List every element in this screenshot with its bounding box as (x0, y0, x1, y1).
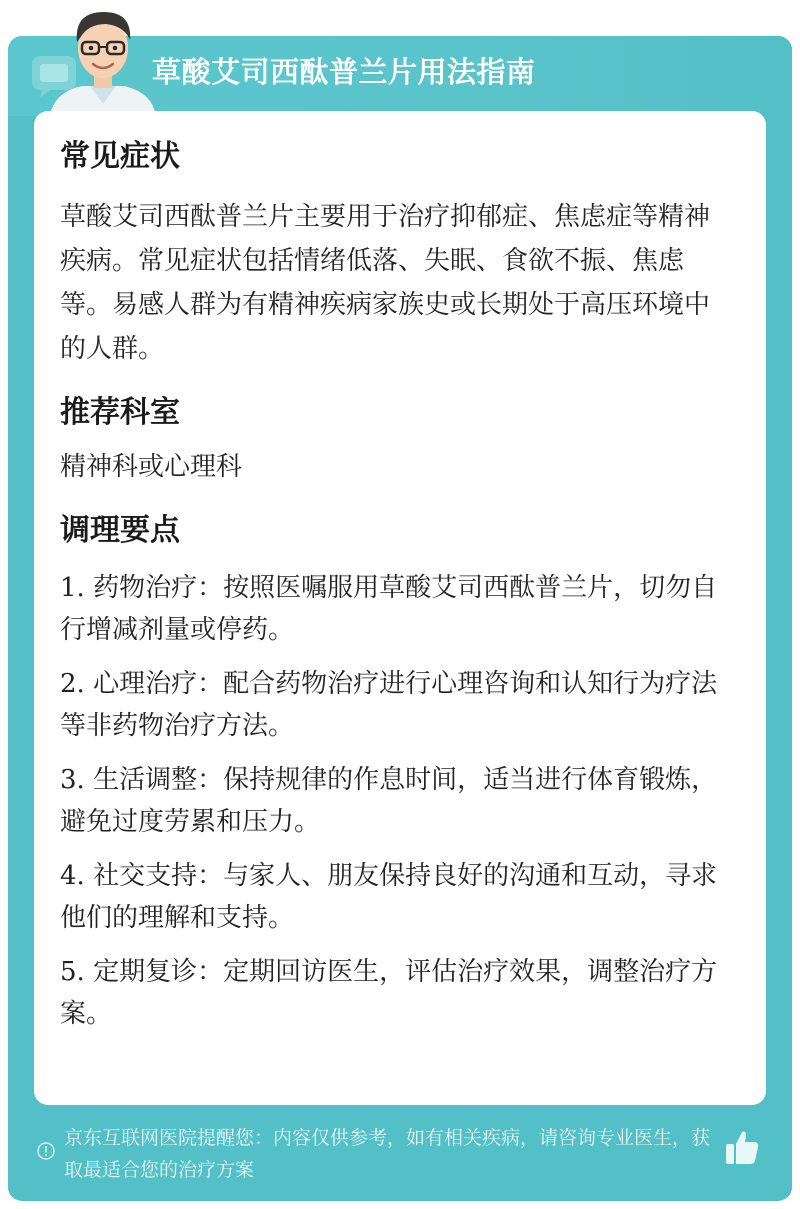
thumbs-up-icon[interactable] (724, 1128, 760, 1166)
care-list (60, 567, 726, 1035)
list-item (60, 951, 726, 1035)
list-item (60, 759, 726, 843)
list-item-text: 生活调整：保持规律的作息时间，适当进行体育锻炼，避免过度劳累和压力。 (60, 765, 718, 837)
list-item-number: 4. (60, 861, 85, 891)
list-item (60, 855, 726, 939)
list-item (60, 567, 726, 651)
list-item-number: 5. (60, 957, 85, 987)
list-item-number: 1. (60, 573, 85, 603)
list-item-text: 心理治疗：配合药物治疗进行心理咨询和认知行为疗法等非药物治疗方法。 (60, 669, 718, 741)
article-content (60, 133, 726, 1035)
page-title: 草酸艾司西酞普兰片用法指南 (152, 55, 536, 89)
section-title-symptoms: 常见症状 (60, 139, 180, 174)
list-item-text: 定期复诊：定期回访医生，评估治疗效果，调整治疗方案。 (60, 957, 718, 1029)
section-title-department: 推荐科室 (60, 395, 180, 430)
doctor-avatar-icon (44, 4, 162, 116)
section-title-care: 调理要点 (60, 513, 180, 548)
list-item-number: 3. (60, 765, 85, 795)
department-text: 精神科或心理科 (60, 452, 243, 482)
disclaimer-text: 京东互联网医院提醒您：内容仅供参考，如有相关疾病，请咨询专业医生，获取最适合您的治疗方案 (64, 1127, 711, 1181)
symptoms-text: 草酸艾司西酞普兰片主要用于治疗抑郁症、焦虑症等精神疾病。常见症状包括情绪低落、失眠、食欲不振、焦虑等。易感人群为有精神疾病家族史或长期处于高压环境中的人群。 (60, 202, 711, 364)
list-item-text: 药物治疗：按照医嘱服用草酸艾司西酞普兰片，切勿自行增减剂量或停药。 (60, 573, 718, 645)
list-item-number: 2. (60, 669, 85, 699)
list-item-text: 社交支持：与家人、朋友保持良好的沟通和互动，寻求他们的理解和支持。 (60, 861, 718, 933)
list-item (60, 663, 726, 747)
info-icon (36, 1141, 56, 1161)
